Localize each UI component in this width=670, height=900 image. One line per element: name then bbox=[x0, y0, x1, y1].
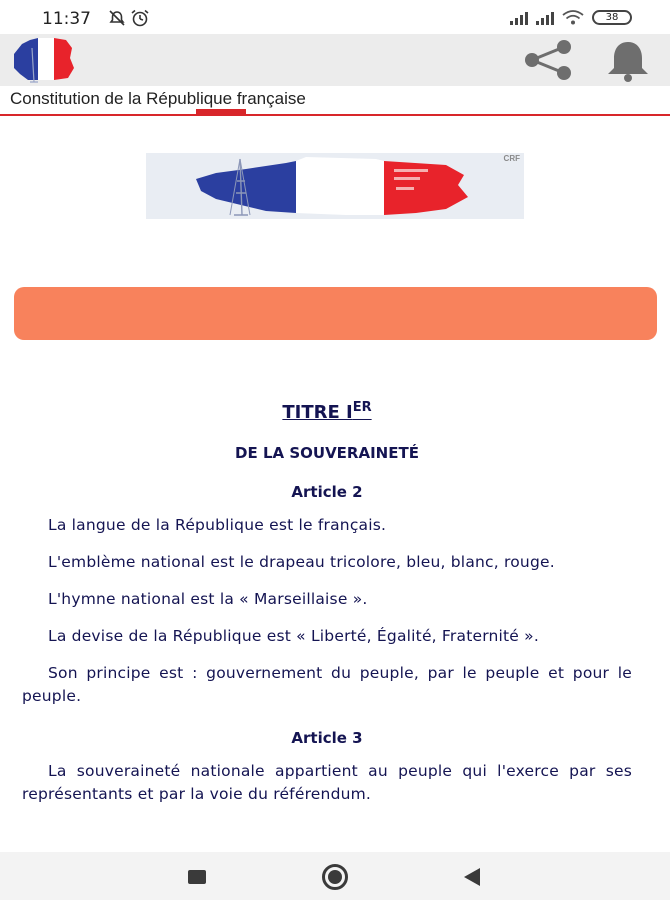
banner-tag: CRF bbox=[503, 154, 520, 163]
recents-button[interactable] bbox=[188, 870, 206, 884]
status-notification-icons bbox=[108, 9, 150, 27]
status-system-icons bbox=[510, 10, 632, 25]
tab-indicator bbox=[196, 109, 246, 114]
paragraph: Son principe est : gouvernement du peuple, par le peuple et pour le peuple. bbox=[22, 664, 632, 705]
app-bar bbox=[0, 34, 670, 86]
mute-icon bbox=[108, 10, 126, 26]
section-subtitle: DE LA SOUVERAINETÉ bbox=[235, 444, 419, 462]
banner-image bbox=[146, 153, 524, 219]
banner-flag-illustration bbox=[146, 153, 524, 219]
article-content bbox=[22, 400, 632, 820]
orange-banner-bar[interactable] bbox=[14, 287, 657, 340]
bell-icon[interactable] bbox=[602, 38, 654, 82]
paragraph: L'hymne national est la « Marseillaise ». bbox=[48, 590, 368, 608]
paragraph: L'emblème national est le drapeau tricolore, bleu, blanc, rouge. bbox=[48, 553, 555, 571]
back-button[interactable] bbox=[464, 868, 480, 886]
titre-main: TITRE I bbox=[282, 402, 353, 423]
article-3-title: Article 3 bbox=[291, 729, 363, 747]
paragraph: La langue de la République est le français. bbox=[48, 516, 387, 534]
france-flag-map-icon[interactable] bbox=[8, 34, 80, 84]
paragraph: La souveraineté nationale appartient au peuple qui l'exerce par ses représentants et par la voie du référendum. bbox=[22, 762, 632, 803]
article-2-title: Article 2 bbox=[291, 483, 363, 501]
battery-icon: 38 bbox=[592, 10, 632, 25]
signal-icon bbox=[510, 11, 528, 25]
tab-constitution[interactable]: Constitution de la République française bbox=[10, 89, 306, 108]
tab-bar bbox=[0, 86, 670, 116]
status-time: 11:37 bbox=[42, 9, 91, 29]
titre-heading bbox=[22, 400, 632, 430]
alarm-icon bbox=[130, 9, 150, 27]
home-button[interactable] bbox=[322, 864, 348, 890]
paragraph: La devise de la République est « Liberté, Égalité, Fraternité ». bbox=[48, 627, 539, 645]
navigation-bar bbox=[0, 852, 670, 900]
titre-sup: ER bbox=[352, 400, 372, 415]
share-icon[interactable] bbox=[518, 38, 578, 82]
wifi-icon bbox=[562, 10, 584, 25]
status-bar bbox=[0, 0, 670, 34]
signal-icon bbox=[536, 11, 554, 25]
